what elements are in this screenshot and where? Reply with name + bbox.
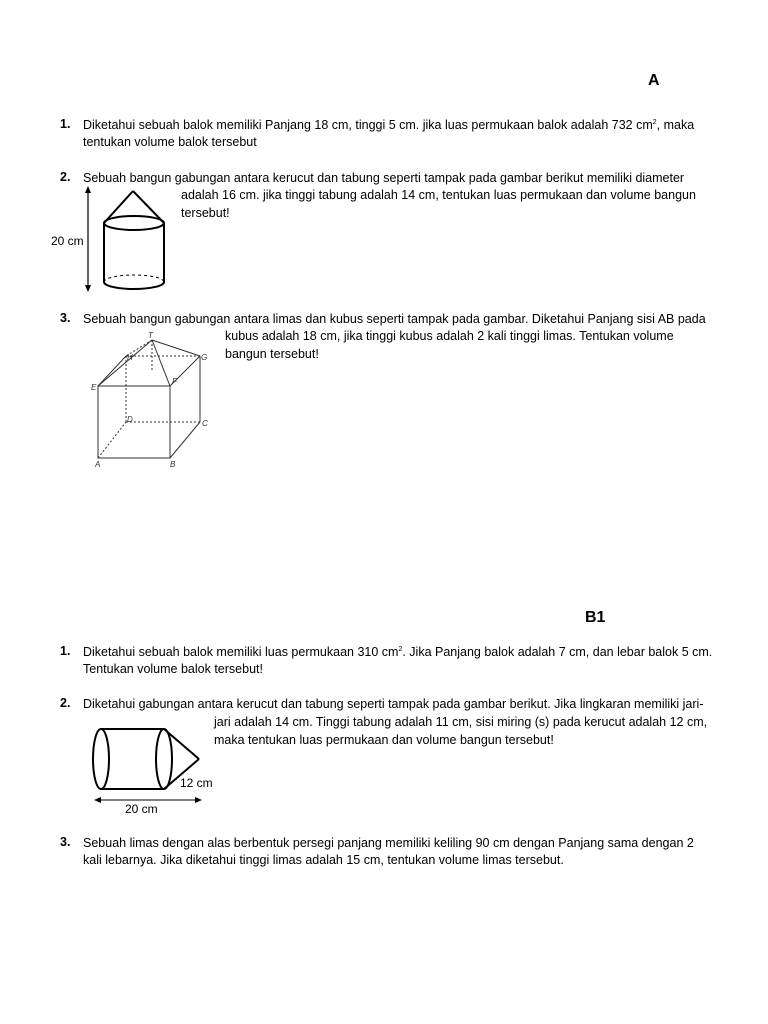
vertex-label: B <box>170 460 176 469</box>
section-a-label: A <box>648 72 660 89</box>
question-number: 3. <box>60 311 71 325</box>
question-number: 2. <box>60 170 71 184</box>
vertex-label: T <box>148 331 153 340</box>
question-text-line: maka tentukan luas permukaan dan volume bangun tersebut! <box>214 733 554 747</box>
question-text: Diketahui sebuah balok memiliki Panjang 18 cm, tinggi 5 cm. jika luas permukaan balok adalah 732 cm <box>83 118 653 132</box>
figure-label-slant: 12 cm <box>180 776 213 790</box>
question-number: 1. <box>60 644 71 658</box>
question-text-line: Sebuah bangun gabungan antara limas dan kubus seperti tampak pada gambar. Diketahui Panjang sisi AB pada <box>83 312 706 326</box>
question-number: 3. <box>60 835 71 849</box>
question-text: Diketahui sebuah balok memiliki luas permukaan 310 cm <box>83 645 399 659</box>
question-text-line: adalah 16 cm. jika tinggi tabung adalah 14 cm, tentukan luas permukaan dan volume bangun <box>181 188 696 202</box>
question-text-line: bangun tersebut! <box>225 347 319 361</box>
section-b1-label: B1 <box>585 609 606 626</box>
vertex-label: H <box>127 353 133 362</box>
figure-label-height: 20 cm <box>51 234 84 248</box>
pyramid-cube-figure <box>90 330 215 470</box>
question-text-line <box>83 643 712 661</box>
question-text-line: tentukan volume balok tersebut <box>83 135 257 149</box>
vertex-label: D <box>127 415 133 424</box>
question-text-line: Diketahui gabungan antara kerucut dan tabung seperti tampak pada gambar berikut. Jika lingkaran memiliki jari- <box>83 697 704 711</box>
question-text-line: kubus adalah 18 cm, jika tinggi kubus adalah 2 kali tinggi limas. Tentukan volume <box>225 329 674 343</box>
figure-label-length: 20 cm <box>125 802 158 816</box>
question-text-line: tersebut! <box>181 206 230 220</box>
question-text-line: Sebuah limas dengan alas berbentuk persegi panjang memiliki keliling 90 cm dengan Panjang sama dengan 2 <box>83 836 694 850</box>
vertex-label: F <box>172 377 177 386</box>
vertex-label: C <box>202 419 208 428</box>
superscript: 2 <box>652 118 657 126</box>
question-text-line: Sebuah bangun gabungan antara kerucut dan tabung seperti tampak pada gambar berikut memiliki diameter <box>83 171 685 185</box>
question-text: , maka <box>656 118 695 132</box>
question-text-line: kali lebarnya. Jika diketahui tinggi limas adalah 15 cm, tentukan volume limas tersebut. <box>83 853 564 867</box>
question-text-line: Tentukan volume balok tersebut! <box>83 662 263 676</box>
vertex-label: A <box>95 460 101 469</box>
vertex-label: E <box>91 383 97 392</box>
question-text: . Jika Panjang balok adalah 7 cm, dan lebar balok 5 cm. <box>402 645 713 659</box>
question-text-line <box>83 116 694 134</box>
question-text-line: jari adalah 14 cm. Tinggi tabung adalah 11 cm, sisi miring (s) pada kerucut adalah 12 cm, <box>214 715 708 729</box>
superscript: 2 <box>398 645 403 653</box>
vertex-label: G <box>201 353 208 362</box>
question-number: 2. <box>60 696 71 710</box>
question-number: 1. <box>60 117 71 131</box>
